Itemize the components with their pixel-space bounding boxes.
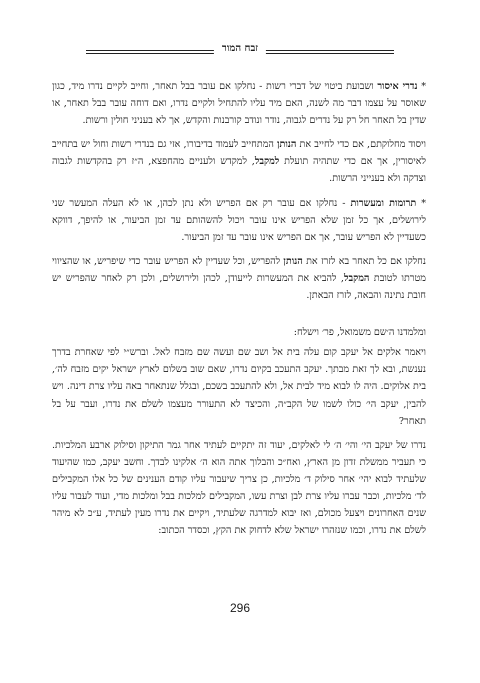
- paragraph-text: להפריש, וכל שעדיין לא הפריש עובר כדי שיפריש, או שהציווי מטרתו לטובת: [52, 255, 426, 284]
- paragraph-text: נחלקו אם כל תאחר בא לזרז את: [302, 255, 426, 267]
- paragraph-text: ושבועת ביטוי של דברי רשות - נחלקו אם עובר בבל תאחר, וחייב לקיים נדרו מיד, כגון שאוסר על עצמו דבר מה לשנה, האם מיד עליו להתחיל ולקיים נדרו, ואם דוחה עובר בבל תאחר, או שדין בל תאחר חל רק על נדרים לגבוה, נודר ונודב קורבנות והקדש, אך לא בעניני חולין ורשות.: [52, 81, 426, 127]
- bold-term: נדרי איסור: [377, 81, 418, 92]
- running-header: [86, 40, 394, 60]
- bold-term: המקבל: [343, 272, 370, 284]
- paragraph-tithes-explanation: [52, 253, 426, 304]
- source-citation: ומלמדנו ה׳שם משמואל, פר׳ וישלח:: [293, 327, 426, 339]
- bullet-star: *: [416, 197, 426, 209]
- paragraph-text: , להביא את המעשרות לייעודן, לכהן ולירושלים, ולכן רק לאחר שהפריש יש חובת נתינה והבאה, לזרז הבאתן.: [52, 272, 426, 302]
- bold-term: תרומות ומעשרות: [350, 197, 417, 209]
- bullet-star: *: [417, 81, 426, 92]
- paragraph-text: ויסוד מחלוקתם, אם כדי לחייב את: [296, 139, 426, 151]
- bold-term: הנותן: [283, 255, 303, 267]
- paragraph-text: המתחייב לעמוד בדיבורו, אזי גם בנדרי רשות וחול יש בתחייב לאיסורין, אך אם כדי שתהיה תועלת: [52, 139, 426, 168]
- paragraph-text: - נחלקו אם עובר רק אם הפריש ולא נתן לכהן, או לא העלה המעשר שני לירושלים, אך כל זמן שלא הפריש אינו עובר ויכול להשהותם עד זמן הביעור, או להיפך, דווקא כשעדיין לא הפריש עובר, אך אם הפריש אינו עובר עד זמן הביעור.: [52, 197, 426, 243]
- paragraph-tithes: [52, 195, 426, 246]
- paragraph-jacob-explanation: נדרו של יעקב הי׳ והי׳ ה׳ לי לאלקים, יעוד זה יתקיים לעתיד אחר גמר התיקון וסילוק ארבע המלכיות. כי תעביר ממשלת זדון מן הארץ, ואח״כ והבלוך אתה הוא ה׳ אלקינו לבדך. וחשב יעקב, כמו שהיעוד שלעתיד לבוא יהי׳ אחר סילוק ד׳ מלכיות, כן צריך שיעבור עליו קודם הענינים של כל אלו המקבילים לד׳ מלכיות, וכבר עברו עליו צרת לבן וצרת עשו, המקבילים למלכות בבל ומלכות מדי, ועוד לעבור עליו שנים האחרונים ויצעל מכולם, ואז יבוא למדרגה שלעתיד, ויקיים את נדרו מעין לעתיד, ע״כ לא מיהר לשלם את נדרו, וכמו שנזהרו ישראל שלא לדחוק את הקץ, וכסדר הכתוב:: [52, 439, 426, 537]
- paragraph-vows: [52, 78, 426, 129]
- paragraph-jacob-vow: ויאמר אלקים אל יעקב קום עלה בית אל ושב שם ועשה שם מזבח לאל. וברש״י לפי שאחרת בדרך נענשת, ובא לך זאת מבתך. יעקב התעכב בקיום נדרו, שאם שוב בשלום לארץ ישראל יקים מזבח לה׳, בית אלוקים. היה לו לבוא מיד לבית אל, ולא להתעכב בשכם, ובגלל שנתאחר באה עליו צרת דינה. ויש להבין, יעקב הי׳ כולו לשמו של הקב״ה, והכיצד לא התעורר מעצמו לשלם את נדרו, ועבר על בל תאחר?: [52, 347, 426, 427]
- page-number: 296: [229, 601, 251, 615]
- paragraph-text: , למקדש ולעניים מהחפצא, ה״ז רק בהקדשות לגבוה וצדקה ולא בענייני הרשות.: [52, 156, 426, 185]
- running-header-title: זבח המור: [214, 43, 266, 54]
- bold-term: הנותן: [277, 139, 297, 151]
- paragraph-vows-explanation: [52, 136, 426, 187]
- body-text: [52, 78, 426, 546]
- bold-term: למקבל: [254, 156, 280, 168]
